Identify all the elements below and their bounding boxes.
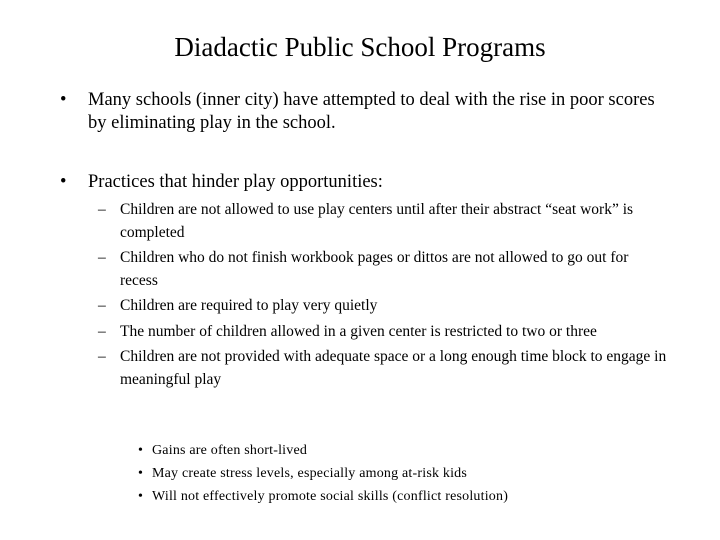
- effects-list: [138, 439, 508, 508]
- dash-marker: –: [98, 322, 106, 340]
- practice-item: [98, 321, 668, 344]
- practice-item: [98, 346, 668, 391]
- slide-title: Diadactic Public School Programs: [174, 32, 546, 62]
- effect-item: [138, 485, 508, 508]
- practice-text: Children are required to play very quietly: [120, 297, 378, 314]
- bullet-marker: •: [60, 172, 67, 192]
- practice-item: [98, 199, 668, 244]
- practice-text: Children who do not finish workbook pages or dittos are not allowed to go out for recess: [120, 249, 629, 289]
- dash-marker: –: [98, 201, 106, 218]
- dash-marker: –: [98, 348, 106, 365]
- bullet-marker: •: [138, 466, 144, 481]
- effect-text: Gains are often short-lived: [152, 443, 308, 458]
- effect-item: [138, 439, 508, 462]
- practice-item: [98, 247, 668, 292]
- bullet-text: Many schools (inner city) have attempted to deal with the rise in poor scores by eliminating play in the school.: [88, 90, 655, 133]
- effect-text: May create stress levels, especially among at-risk kids: [152, 466, 468, 481]
- practices-list: [98, 199, 668, 394]
- practice-text: Children are not provided with adequate space or a long enough time block to engage in meaningful play: [120, 348, 667, 388]
- bullet-marker: •: [138, 489, 144, 504]
- dash-marker: –: [98, 297, 106, 314]
- practice-item: [98, 295, 668, 318]
- dash-marker: –: [98, 249, 106, 266]
- bullet-text: Practices that hinder play opportunities:: [88, 172, 383, 192]
- bullet-marker: •: [60, 90, 67, 110]
- bullet-marker: •: [138, 443, 144, 458]
- effect-item: [138, 462, 508, 485]
- practice-text: The number of children allowed in a given center is restricted to two or three: [120, 322, 597, 340]
- practice-text: Children are not allowed to use play centers until after their abstract “seat work” is completed: [120, 201, 634, 241]
- effect-text: Will not effectively promote social skills (conflict resolution): [152, 489, 509, 504]
